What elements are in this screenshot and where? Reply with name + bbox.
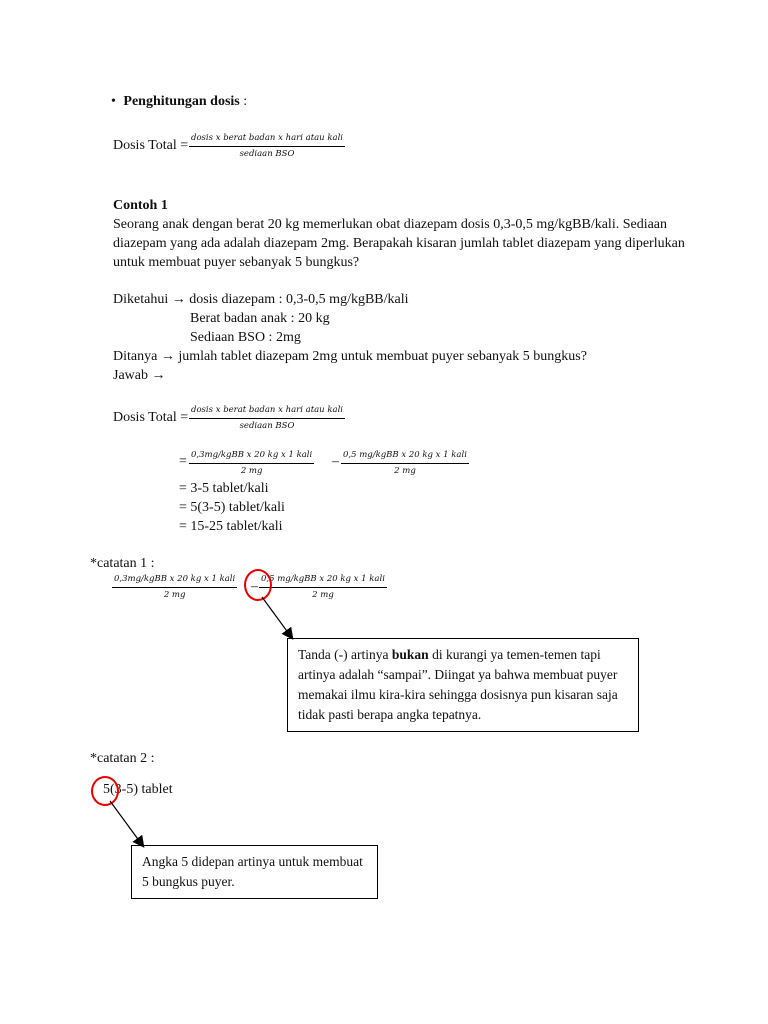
note1-fraction-2-num: 0,5 mg/kgBB x 20 kg x 1 kali bbox=[261, 574, 385, 584]
formula-denominator-2: sediaan BSO bbox=[189, 418, 345, 432]
note2-box-text: Angka 5 didepan artinya untuk membuat 5 bungkus puyer. bbox=[142, 854, 363, 889]
calc-result-1: = 3-5 tablet/kali bbox=[179, 481, 269, 496]
note1-box-bold: bukan bbox=[391, 647, 429, 662]
answer-line: Jawab → bbox=[113, 368, 166, 383]
note1-box-pre: Tanda (-) artinya bbox=[298, 647, 392, 662]
calc-fraction-2-den: 2 mg bbox=[341, 463, 469, 477]
example-line-3: untuk membuat puyer sebanyak 5 bungkus? bbox=[113, 255, 360, 270]
formula-denominator: sediaan BSO bbox=[189, 146, 345, 160]
example-line-2: diazepam yang ada adalah diazepam 2mg. Berapakah kisaran jumlah tablet diazepam yang diperlukan bbox=[113, 236, 685, 251]
calc-equals: = bbox=[179, 454, 187, 469]
known-line-2: Berat badan anak : 20 kg bbox=[190, 311, 330, 326]
calc-fraction-2-num: 0,5 mg/kgBB x 20 kg x 1 kali bbox=[343, 450, 467, 460]
calc-minus: – bbox=[332, 454, 339, 469]
arrow-to-note1-box bbox=[262, 597, 292, 638]
calc-fraction-1-num: 0,3mg/kgBB x 20 kg x 1 kali bbox=[191, 450, 313, 460]
note2-expression: 5(3-5) tablet bbox=[103, 782, 173, 797]
known-line-1: Diketahui → dosis diazepam : 0,3-0,5 mg/kgBB/kali bbox=[113, 292, 409, 307]
formula-label-2: Dosis Total = bbox=[113, 410, 189, 425]
example-title: Contoh 1 bbox=[113, 198, 168, 213]
calc-result-3: = 15-25 tablet/kali bbox=[179, 519, 283, 534]
heading-title: Penghitungan dosis bbox=[123, 94, 240, 109]
asked-line: Ditanya → jumlah tablet diazepam 2mg untuk membuat puyer sebanyak 5 bungkus? bbox=[113, 349, 587, 364]
calc-fraction-1-den: 2 mg bbox=[189, 463, 314, 477]
formula-numerator-2: dosis x berat badan x hari atau kali bbox=[191, 405, 344, 415]
formula-numerator: dosis x berat badan x hari atau kali bbox=[191, 133, 344, 143]
example-line-1: Seorang anak dengan berat 20 kg memerlukan obat diazepam dosis 0,3-0,5 mg/kgBB/kali. Sediaan bbox=[113, 217, 668, 232]
note1-box-post: di kurangi ya temen-temen tapi artinya adalah “sampai”. Diingat ya bahwa membuat puyer memakai ilmu kira-kira sehingga dosisnya pun kisaran saja tidak pasti berapa angka tepatnya. bbox=[298, 647, 618, 722]
arrow-to-note2-box bbox=[110, 801, 143, 846]
formula-label: Dosis Total = bbox=[113, 138, 189, 153]
known-line-3: Sediaan BSO : 2mg bbox=[190, 330, 301, 345]
note1-label: *catatan 1 : bbox=[90, 556, 155, 571]
bullet-icon: • bbox=[111, 94, 116, 109]
note2-label: *catatan 2 : bbox=[90, 751, 155, 766]
note1-fraction-1-den: 2 mg bbox=[112, 587, 237, 601]
note1-fraction-2-den: 2 mg bbox=[259, 587, 387, 601]
heading-colon: : bbox=[239, 94, 248, 109]
note1-minus: – bbox=[251, 579, 258, 594]
note1-fraction-1-num: 0,3mg/kgBB x 20 kg x 1 kali bbox=[114, 574, 236, 584]
calc-result-2: = 5(3-5) tablet/kali bbox=[179, 500, 285, 515]
